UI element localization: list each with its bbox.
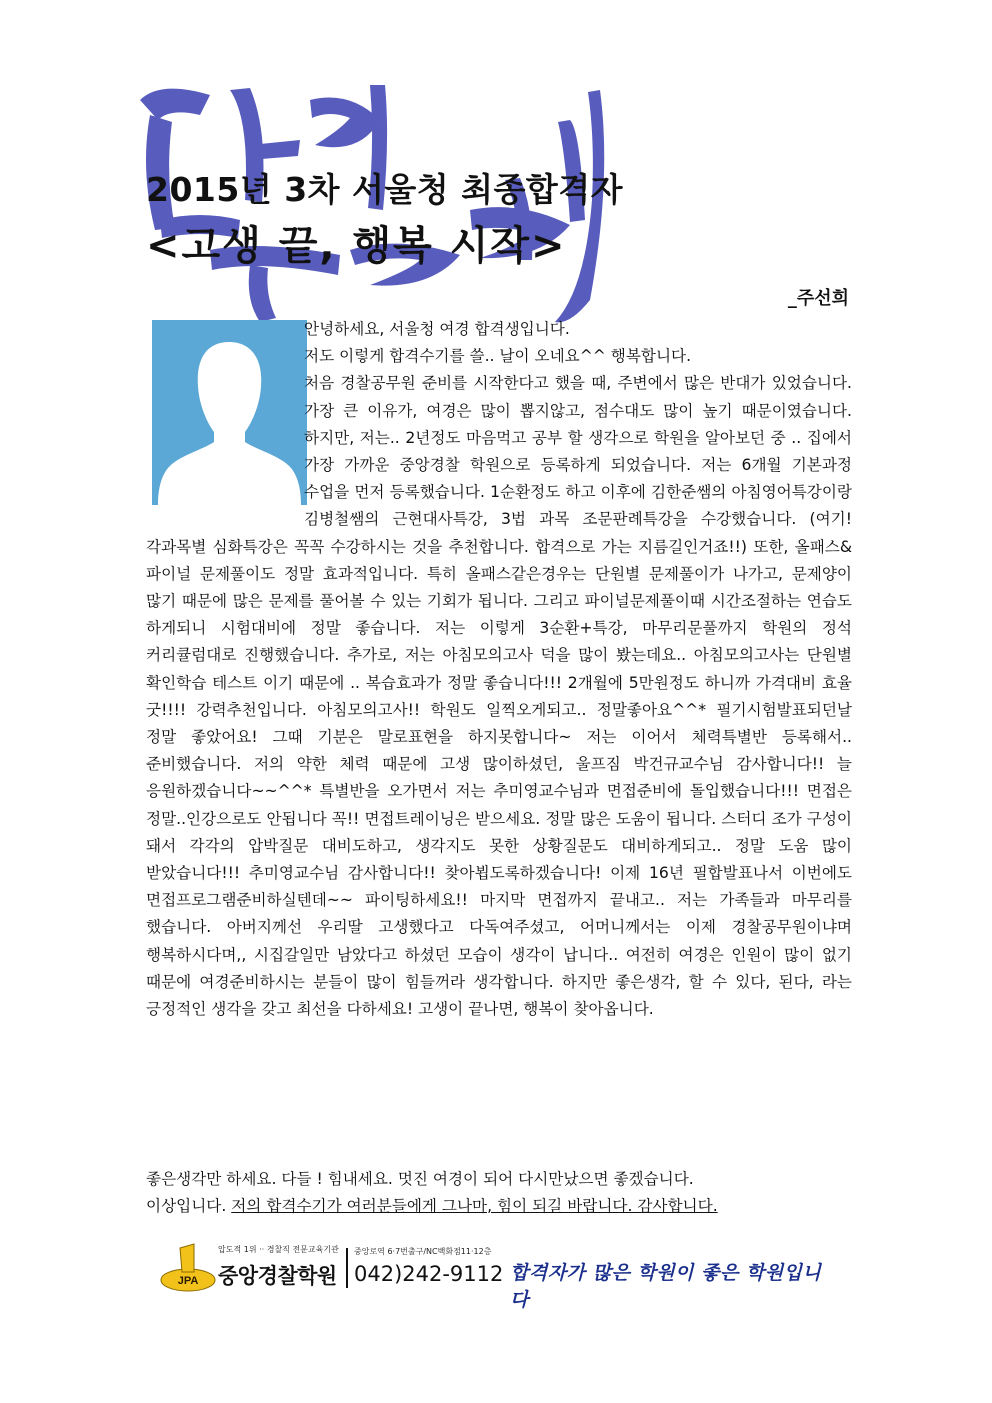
closing-line2-underlined: 저의 합격수기가 여러분들에게 그나마, 힘이 되길 바랍니다. 감사합니다.: [231, 1197, 718, 1216]
paragraph-greeting: 안녕하세요, 서울청 여경 합격생입니다.: [304, 320, 570, 338]
closing-section: [146, 1166, 866, 1220]
footer-banner: [160, 1238, 840, 1311]
footer-slogan: 합격자가 많은 학원이 좋은 학원입니다: [510, 1262, 822, 1311]
jpa-logo-icon: [160, 1242, 216, 1294]
page-title-line2: <고생 끝, 행복 시작>: [146, 223, 567, 269]
brand-name: 중앙경찰학원: [218, 1264, 337, 1288]
paragraph-intro: 저도 이렇게 합격수기를 쓸.. 날이 오네요^^ 행복합니다.: [304, 347, 692, 366]
logo-text: JPA: [177, 1275, 199, 1287]
footer-address: 중앙로역 6·7번출구/NC백화점11·12층: [354, 1247, 492, 1256]
page-title-line1: 2015년 3차 서울청 최종합격자: [146, 170, 624, 209]
closing-line2-plain: 이상입니다.: [146, 1197, 232, 1216]
footer-divider: [346, 1248, 348, 1288]
testimonial-body: [146, 316, 852, 1023]
brand-tagline: 압도적 1위 ·· 경찰직 전문교육기관: [218, 1245, 339, 1254]
paragraph-main: 처음 경찰공무원 준비를 시작한다고 했을 때, 주변에서 많은 반대가 있었습니다. 가장 큰 이유가, 여경은 많이 뽑지않고, 점수대도 많이 높기 때문이였습니다. 하지만, 저는.. 2년정도 마음먹고 공부 할 생각으로 학원을 알아보던 중 .. 집에서 가장 가까운 중앙경찰 학원으로 등록하게 되었습니다. 저는 6개월 기본과정 수업을 먼저 등록했습니다. 1순환정도 하고 이후에 김한준쌤의 아침영어특강이랑 김병철쌤의 근현대사특강, 3법 과목 조문판례특강을 수강했습니다. (여기! 각과목별 심화특강은 꼭꼭 수강하시는 것을 추천합니다. 합격으로 가는 지름길인거죠!!) 또한, 올패스&파이널 문제풀이도 정말 효과적입니다. 특히 올패스같은경우는 단원별 문제풀이가 나가고, 문제양이 많기 때문에 많은 문제를 풀어볼 수 있는 기회가 됩니다. 그리고 파이널문제풀이때 시간조절하는 연습도 하게되니 시험대비에 정말 좋습니다. 저는 이렇게 3순환+특강, 마무리문풀까지 학원의 정석 커리큘럼대로 진행했습니다. 추가로, 저는 아침모의고사 덕을 많이 봤는데요.. 아침모의고사는 단원별 확인학습 테스트 이기 때문에 .. 복습효과가 정말 좋습니다!!! 2개월에 5만원정도 하니까 가격대비 효율 굿!!!! 강력추천입니다. 아침모의고사!! 학원도 일찍오게되고.. 정말좋아요^^* 필기시험발표되던날 정말 좋았어요! 그때 기분은 말로표현을 하지못합니다~ 저는 이어서 체력특별반 등록해서.. 준비했습니다. 저의 약한 체력 때문에 고생 많이하셨던, 울프짐 박건규교수님 감사합니다!! 늘 응원하겠습니다~~^^* 특별반을 오가면서 저는 추미영교수님과 면접준비에 돌입했습니다!!! 면접은 정말..인강으로도 안됩니다 꼭!! 면접트레이닝은 받으세요. 정말 많은 도움이 됩니다. 스터디 조가 구성이 돼서 각각의 압박질문 대비도하고, 생각지도 못한 상황질문도 대비하게되고.. 정말 도움 많이 받았습니다!!! 추미영교수님 감사합니다!! 찾아뵙도록하겠습니다! 이제 16년 필합발표나서 이번에도 면접프로그램준비하실텐데~~ 파이팅하세요!! 마지막 면접까지 끝내고.. 저는 가족들과 마무리를 했습니다. 아버지께선 우리딸 고생했다고 다독여주셨고, 어머니께서는 이제 경찰공무원이냐며 행복하시다며,, 시집갈일만 남았다고 하셨던 모습이 생각이 납니다.. 여전히 여경은 인원이 많이 없기 때문에 여경준비하시는 분들이 많이 힘들꺼라 생각합니다. 하지만 좋은생각, 할 수 있다, 된다, 라는 긍정적인 생각을 갖고 최선을 다하세요! 고생이 끝나면, 행복이 찾아옵니다.: [146, 374, 852, 1019]
footer-phone: 042)242-9112: [354, 1262, 504, 1286]
closing-line2: [146, 1193, 866, 1220]
author-name: _주선희: [787, 288, 849, 309]
closing-line1: 좋은생각만 하세요. 다들 ! 힘내세요. 멋진 여경이 되어 다시만났으면 좋겠습니다.: [146, 1170, 694, 1188]
